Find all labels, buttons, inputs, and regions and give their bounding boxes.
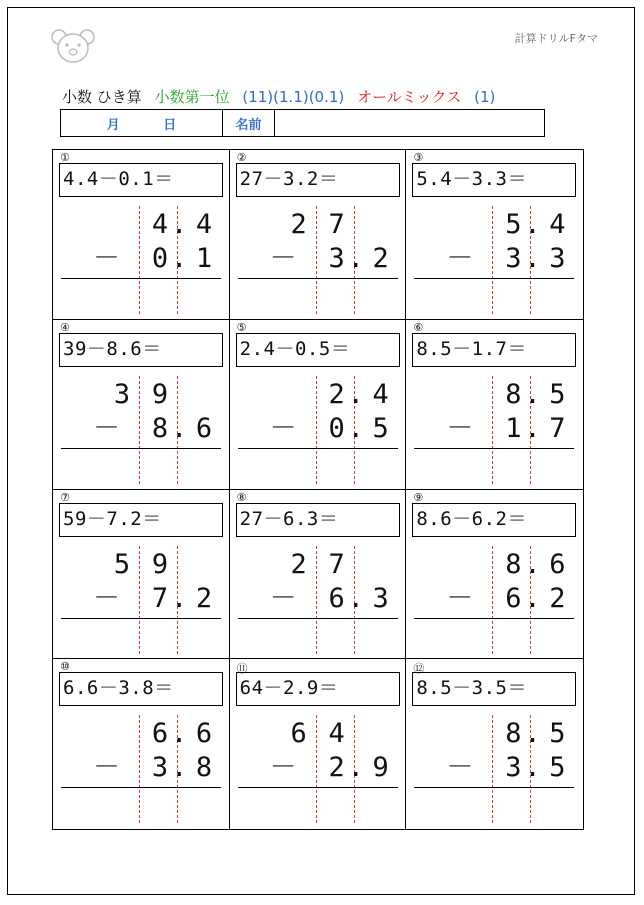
minus-sign: － (446, 752, 474, 784)
decimal-point: . (171, 412, 188, 444)
name-field[interactable] (275, 110, 544, 136)
subtrahend-digit: 7 (549, 412, 566, 444)
subtrahend-digit: 0 (151, 243, 169, 274)
subtrahend-digit: 5 (372, 412, 389, 444)
minuend-digit: 7 (328, 209, 345, 240)
minuend-digit: 2 (290, 548, 307, 580)
subtrahend-digit: 3 (505, 752, 522, 784)
subtrahend-digit: 6 (328, 582, 345, 614)
subtrahend-digit: 8 (195, 752, 213, 784)
answer-line (238, 278, 398, 279)
answer-line (414, 787, 574, 788)
problem-number: ② (236, 151, 247, 164)
minuend-digit: 6 (549, 548, 566, 580)
problem-cell (230, 150, 407, 320)
subtrahend-digit: 3 (151, 752, 169, 784)
decimal-point: . (347, 243, 364, 274)
decimal-point: . (524, 243, 541, 274)
decimal-point: . (524, 582, 541, 614)
name-label: 名前 (223, 110, 275, 136)
title-part-number: (1) (474, 88, 496, 106)
decimal-point: . (524, 209, 541, 240)
problem-expression: 2.4－0.5＝ (236, 333, 400, 367)
column-guide-line (139, 546, 140, 654)
worksheet-title (62, 86, 602, 107)
problem-number: ⑧ (236, 490, 247, 504)
subtrahend-digit: 1 (195, 243, 213, 274)
column-guide-line (139, 715, 140, 823)
minus-sign: － (93, 752, 120, 784)
problem-cell (230, 320, 407, 490)
minus-sign: － (269, 752, 297, 784)
problem-number: ⑦ (60, 490, 70, 504)
minuend-digit: 8 (505, 718, 522, 750)
minuend-digit: 9 (151, 378, 169, 410)
problem-number: ⑤ (236, 320, 247, 334)
minuend-digit: 4 (195, 209, 213, 240)
subtrahend-digit: 6 (505, 582, 522, 614)
minus-sign: － (446, 412, 474, 444)
title-part-decimal-place: 小数第一位 (154, 88, 230, 106)
subtrahend-digit: 8 (151, 412, 169, 444)
minus-sign: － (269, 243, 297, 274)
minus-sign: － (93, 582, 120, 614)
problem-cell (53, 490, 230, 660)
problem-number: ⑪ (236, 662, 248, 676)
problem-expression: 27－6.3＝ (236, 503, 400, 537)
problem-number: ⑨ (413, 490, 424, 504)
subtrahend-digit: 3 (372, 582, 389, 614)
problem-cell (406, 659, 583, 829)
problem-expression: 64－2.9＝ (236, 672, 400, 706)
minuend-digit: 4 (549, 209, 566, 240)
answer-line (414, 278, 574, 279)
problem-cell (53, 150, 230, 320)
problem-cell (406, 320, 583, 490)
minuend-digit: 3 (113, 378, 131, 410)
decimal-point: . (524, 548, 541, 580)
minuend-digit: 6 (195, 718, 213, 750)
problem-expression: 4.4－0.1＝ (59, 163, 223, 197)
subtrahend-digit: 9 (372, 752, 389, 784)
problem-expression: 8.5－3.5＝ (412, 672, 576, 706)
minuend-digit: 6 (151, 718, 169, 750)
title-part-mix: オールミックス (357, 88, 462, 106)
month-label: 月 (106, 117, 120, 133)
minuend-digit: 9 (151, 548, 169, 580)
problem-expression: 27－3.2＝ (236, 163, 400, 197)
problem-cell (53, 320, 230, 490)
bear-face-icon (50, 28, 96, 64)
subtrahend-digit: 2 (328, 752, 345, 784)
minus-sign: － (446, 582, 474, 614)
problem-number: ① (60, 151, 70, 164)
subtrahend-digit: 0 (328, 412, 345, 444)
problem-number: ⑩ (60, 660, 70, 674)
problem-expression: 8.6－6.2＝ (412, 503, 576, 537)
name-date-box (60, 109, 545, 137)
column-guide-line (492, 206, 493, 314)
answer-line (61, 278, 221, 279)
problem-expression: 39－8.6＝ (59, 333, 223, 367)
minuend-digit: 5 (549, 378, 566, 410)
decimal-point: . (524, 378, 541, 410)
minuend-digit: 4 (328, 718, 345, 750)
subtrahend-digit: 1 (505, 412, 522, 444)
decimal-point: . (171, 752, 188, 784)
column-guide-line (316, 206, 317, 314)
subtrahend-digit: 5 (549, 752, 566, 784)
column-guide-line (316, 715, 317, 823)
decimal-point: . (347, 582, 364, 614)
minuend-digit: 5 (113, 548, 131, 580)
decimal-point: . (524, 718, 541, 750)
answer-line (61, 448, 221, 449)
day-label: 日 (163, 117, 177, 133)
subtrahend-digit: 6 (195, 412, 213, 444)
minuend-digit: 5 (505, 209, 522, 240)
column-guide-line (492, 376, 493, 484)
problem-cell (230, 659, 407, 829)
minus-sign: － (269, 582, 297, 614)
decimal-point: . (171, 243, 188, 274)
answer-line (61, 787, 221, 788)
decimal-point: . (347, 752, 364, 784)
minus-sign: － (446, 243, 474, 274)
decimal-point: . (171, 718, 188, 750)
answer-line (238, 448, 398, 449)
problem-expression: 5.4－3.3＝ (412, 163, 576, 197)
column-guide-line (139, 206, 140, 314)
problem-grid (52, 149, 584, 830)
minus-sign: － (93, 243, 120, 274)
answer-line (414, 448, 574, 449)
minuend-digit: 2 (290, 209, 307, 240)
decimal-point: . (347, 412, 364, 444)
subtrahend-digit: 3 (505, 243, 522, 274)
problem-cell (230, 490, 407, 660)
decimal-point: . (524, 752, 541, 784)
minuend-digit: 8 (505, 378, 522, 410)
minus-sign: － (269, 412, 297, 444)
decimal-point: . (524, 412, 541, 444)
column-guide-line (139, 376, 140, 484)
answer-line (238, 787, 398, 788)
subtrahend-digit: 2 (195, 582, 213, 614)
answer-line (414, 618, 574, 619)
problem-cell (406, 490, 583, 660)
answer-line (238, 618, 398, 619)
problem-number: ④ (60, 320, 70, 334)
decimal-point: . (347, 378, 364, 410)
date-field[interactable] (61, 110, 223, 136)
brand-label: 計算ドリルFタマ (514, 32, 598, 45)
column-guide-line (492, 715, 493, 823)
answer-line (61, 618, 221, 619)
decimal-point: . (171, 582, 188, 614)
problem-number: ⑫ (413, 662, 425, 676)
minuend-digit: 5 (549, 718, 566, 750)
minuend-digit: 4 (372, 378, 389, 410)
problem-number: ③ (413, 151, 424, 164)
minuend-digit: 8 (505, 548, 522, 580)
subtrahend-digit: 3 (328, 243, 345, 274)
problem-expression: 6.6－3.8＝ (59, 672, 223, 706)
decimal-point: . (171, 209, 188, 240)
subtrahend-digit: 2 (372, 243, 389, 274)
problem-cell (53, 659, 230, 829)
column-guide-line (316, 546, 317, 654)
minuend-digit: 2 (328, 378, 345, 410)
subtrahend-digit: 3 (549, 243, 566, 274)
minus-sign: － (93, 412, 120, 444)
title-part-types: (11)(1.1)(0.1) (242, 88, 345, 106)
column-guide-line (492, 546, 493, 654)
subtrahend-digit: 7 (151, 582, 169, 614)
column-guide-line (316, 376, 317, 484)
title-part-subtraction: 小数 ひき算 (62, 88, 142, 106)
problem-expression: 59－7.2＝ (59, 503, 223, 537)
minuend-digit: 4 (151, 209, 169, 240)
problem-expression: 8.5－1.7＝ (412, 333, 576, 367)
problem-cell (406, 150, 583, 320)
problem-number: ⑥ (413, 320, 424, 334)
subtrahend-digit: 2 (549, 582, 566, 614)
minuend-digit: 7 (328, 548, 345, 580)
minuend-digit: 6 (290, 718, 307, 750)
